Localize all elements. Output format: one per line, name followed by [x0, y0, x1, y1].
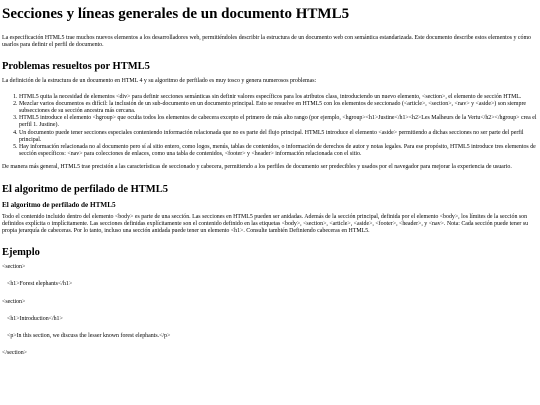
problems-list: [2, 94, 538, 159]
list-item: 4. Un documento puede tener secciones especiales conteniendo información relacionada que no es parte del flujo principal. HTML5 introduce el elemento <aside> permitiendo a dichas secciones no ser parte del perfil principal.: [19, 130, 538, 144]
algorithm-heading: El algoritmo de perfilado de HTML5: [2, 183, 168, 195]
list-item: 2. Mezclar varios documentos es difícil: la inclusión de un sub-documento en un documento principal. Esto se resuelve en HTML5 con los elementos de seccionado (<article>, <section>, <nav> y <aside>) son siempre subsecciones de su sección ancestra más cercana.: [19, 101, 538, 115]
code-line: <h1>Forest elephants</h1>: [7, 281, 73, 288]
code-line: <p>In this section, we discuss the lesser known forest elephants.</p>: [7, 333, 171, 340]
algorithm-subheading: El algoritmo de perfilado de HTML5: [2, 200, 116, 209]
code-line: <section>: [2, 264, 26, 271]
list-item: 3. HTML5 introduce el elemento <hgroup> que oculta todos los elementos de cabecera excepto el primero de más alto rango (por ejemplo, <hgroup><h1>Justine</h1><h2>Les Malheurs de la Vertu</h2></hgroup> crea el perfil 1. Justine).: [19, 115, 538, 129]
list-item: 5. Hay información relacionada no al documento pero sí al sitio entero, como logos, menús, tablas de contenidos, o información de derechos de autor y notas legales. Para ese propósito, HTML5 introduce tres elementos de sección específicos: <nav> para colecciones de enlaces, como una tabla de contenidos, <footer> y <header> información relacionada con el sitio.: [19, 144, 538, 158]
page-title: Secciones y líneas generales de un documento HTML5: [2, 6, 350, 22]
problems-lead: La definición de la estructura de un documento en HTML 4 y su algoritmo de perfilado es muy tosco y genera numerosos problemas:: [2, 78, 317, 85]
code-line: </section>: [2, 350, 27, 357]
problems-heading: Problemas resueltos por HTML5: [2, 61, 150, 73]
intro-paragraph: La especificación HTML5 trae muchos nuevos elementos a los desarrolladores web, permitiéndoles describir la estructura de un documento web con semántica estandarizada. Este documento describe estos elementos y cómo usarlos para definir el perfil de documento.: [2, 35, 531, 49]
algorithm-text: Todo el contenido incluido dentro del elemento <body> es parte de una sección. Las secciones en HTML5 pueden ser anidadas. Además de la sección principal, definida por el elemento <body>, los límites de la sección son definidos explícita o implícitamente. Las secciones definidas explícitamente son el contenido definido en las etiquetas <body>, <section>, <article>, <aside>, <footer>, <header>, y <nav>. Nota: Cada sección puede tener su propia jerarquía de cabeceras. Por lo tanto, incluso una sección anidada puede tener un elemento <h1>. Consulte también Definiendo cabeceras en HTML5.: [2, 213, 529, 235]
example-heading: Ejemplo: [2, 247, 40, 259]
example-code: [2, 264, 538, 357]
code-line: <h1>Introduction</h1>: [7, 315, 63, 322]
problems-closing: De manera más general, HTML5 trae precisión a las características de seccionado y cabecera, permitiendo a los perfiles de documento ser predecibles y usados por el navegador para mejorar la experiencia de usuario.: [2, 164, 512, 171]
code-line: <section>: [2, 298, 26, 305]
list-item: 1. HTML5 quita la necesidad de elementos <div> para definir secciones semánticas sin definir valores específicos para los atributos class, introduciendo un nuevo elemento, <section>, el elemento de sección HTML.: [19, 94, 538, 101]
